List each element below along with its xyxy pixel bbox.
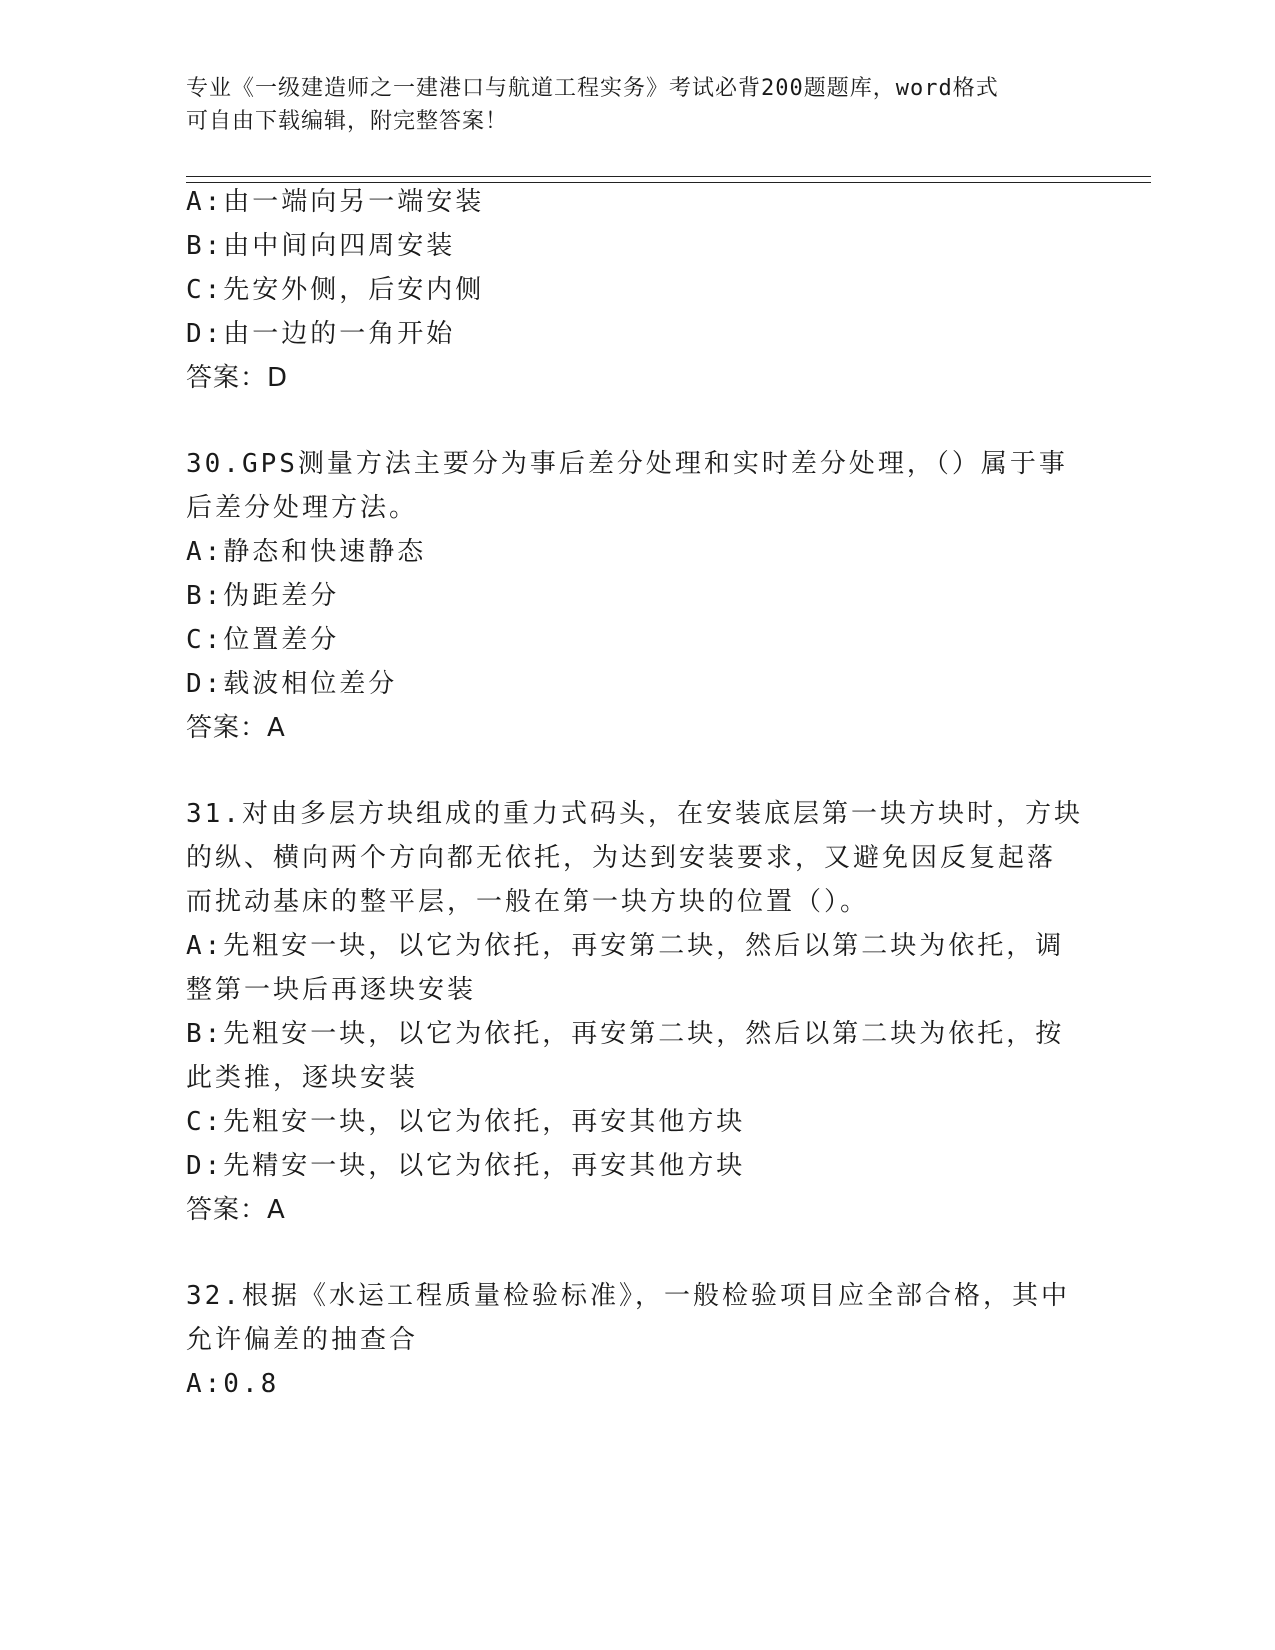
q32-stem-line-2: 允许偏差的抽查合 <box>186 1325 419 1355</box>
q30-stem-line-1: 30.GPS测量方法主要分为事后差分处理和实时差分处理，（）属于事 <box>186 449 1068 479</box>
q29-option-c: C:先安外侧，后安内侧 <box>186 275 485 305</box>
q29-option-b: B:由中间向四周安装 <box>186 231 456 261</box>
header-divider-top <box>186 176 1151 177</box>
q31-option-b: B:先粗安一块，以它为依托，再安第二块，然后以第二块为依托，按 <box>186 1019 1065 1049</box>
header-line-2: 可自由下载编辑，附完整答案！ <box>186 109 509 134</box>
q31-option-a-cont: 整第一块后再逐块安装 <box>186 975 477 1005</box>
q31-option-b-cont: 此类推，逐块安装 <box>186 1063 419 1093</box>
q30-stem-line-2: 后差分处理方法。 <box>186 493 419 523</box>
q31-stem-line-3: 而扰动基床的整平层，一般在第一块方块的位置（）。 <box>186 887 870 917</box>
q30-option-c: C:位置差分 <box>186 625 340 655</box>
q32-stem-line-1: 32.根据《水运工程质量检验标准》，一般检验项目应全部合格，其中 <box>186 1281 1070 1311</box>
q31-stem-line-2: 的纵、横向两个方向都无依托，为达到安装要求，又避免因反复起落 <box>186 843 1057 873</box>
q29-option-a: A:由一端向另一端安装 <box>186 187 485 217</box>
q31-stem-line-1: 31.对由多层方块组成的重力式码头，在安装底层第一块方块时，方块 <box>186 799 1083 829</box>
q31-option-a: A:先粗安一块，以它为依托，再安第二块，然后以第二块为依托，调 <box>186 931 1065 961</box>
document-header <box>186 72 1066 138</box>
q31-option-d: D:先精安一块，以它为依托，再安其他方块 <box>186 1151 746 1181</box>
q29-answer: 答案：D <box>186 363 289 393</box>
header-line-1: 专业《一级建造师之一建港口与航道工程实务》考试必背200题题库，word格式 <box>186 76 999 101</box>
q31-answer: 答案：A <box>186 1195 286 1225</box>
q29-option-d: D:由一边的一角开始 <box>186 319 456 349</box>
q30-answer: 答案：A <box>186 713 286 743</box>
q30-option-a: A:静态和快速静态 <box>186 537 427 567</box>
q30-option-b: B:伪距差分 <box>186 581 340 611</box>
q30-option-d: D:载波相位差分 <box>186 669 398 699</box>
q32-option-a: A:0.8 <box>186 1369 280 1399</box>
q31-option-c: C:先粗安一块，以它为依托，再安其他方块 <box>186 1107 746 1137</box>
